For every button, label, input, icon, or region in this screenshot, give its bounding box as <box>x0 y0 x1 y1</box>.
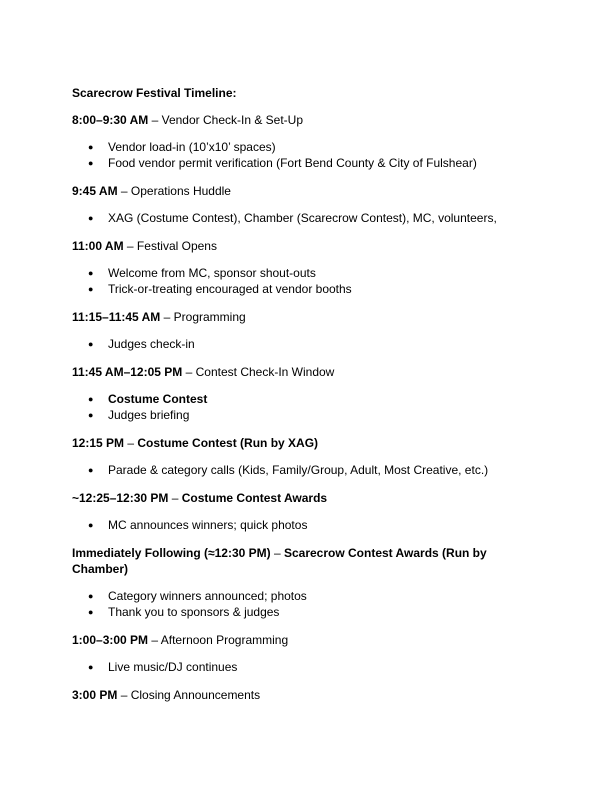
timeline-heading <box>72 490 542 506</box>
list-item: ● Parade & category calls (Kids, Family/Group, Adult, Most Creative, etc.) <box>72 462 542 478</box>
list-item: ● XAG (Costume Contest), Chamber (Scarecrow Contest), MC, volunteers, <box>72 210 542 226</box>
heading-text: – Festival Opens <box>123 239 217 253</box>
timeline-heading <box>72 364 542 380</box>
heading-text: – Afternoon Programming <box>148 633 289 647</box>
bullet-list <box>72 139 542 171</box>
bullet-list <box>72 659 542 675</box>
timeline-heading <box>72 183 542 199</box>
list-item: ● Live music/DJ continues <box>72 659 542 675</box>
heading-text: – Vendor Check-In & Set-Up <box>148 113 304 127</box>
document-title: Scarecrow Festival Timeline: <box>72 86 237 100</box>
heading-bold-text: 11:00 AM <box>72 239 124 253</box>
bullet-list <box>72 462 542 478</box>
heading-bold-text: 11:15–11:45 AM <box>72 310 161 324</box>
list-item: ● Judges briefing <box>72 407 542 423</box>
document-body <box>72 85 542 714</box>
heading-text: – <box>168 491 182 505</box>
bullet-list <box>72 588 542 620</box>
timeline-heading <box>72 238 542 254</box>
list-item: ● Welcome from MC, sponsor shout-outs <box>72 265 542 281</box>
heading-bold-text: Immediately Following (≈12:30 PM) <box>72 546 271 560</box>
list-item: ● Trick-or-treating encouraged at vendor booths <box>72 281 542 297</box>
bullet-list <box>72 517 542 533</box>
list-item: ● Thank you to sponsors & judges <box>72 604 542 620</box>
heading-text: – <box>270 546 284 560</box>
heading-bold-text: 1:00–3:00 PM <box>72 633 149 647</box>
heading-text: – Contest Check-In Window <box>182 365 335 379</box>
list-item: ● MC announces winners; quick photos <box>72 517 542 533</box>
timeline-heading <box>72 687 542 703</box>
list-item: ● Category winners announced; photos <box>72 588 542 604</box>
list-item: ● Judges check-in <box>72 336 542 352</box>
heading-text: – <box>124 436 138 450</box>
heading-bold-text: 9:45 AM <box>72 184 118 198</box>
heading-text: – Programming <box>160 310 246 324</box>
bullet-list <box>72 391 542 423</box>
heading-bold-text: 3:00 PM <box>72 688 118 702</box>
timeline-heading <box>72 545 542 577</box>
heading-text: – Closing Announcements <box>117 688 261 702</box>
heading-text: – Operations Huddle <box>117 184 231 198</box>
heading-bold-text: Scarecrow Contest Awards (Run by Chamber) <box>72 546 487 576</box>
bullet-list <box>72 210 542 226</box>
bullet-list <box>72 336 542 352</box>
timeline-heading <box>72 632 542 648</box>
heading-bold-text: ~12:25–12:30 PM <box>72 491 169 505</box>
timeline-sections <box>72 112 542 703</box>
timeline-heading <box>72 309 542 325</box>
list-item: ● Vendor load-in (10’x10’ spaces) <box>72 139 542 155</box>
bullet-list <box>72 265 542 297</box>
list-item: ● Food vendor permit verification (Fort Bend County & City of Fulshear) <box>72 155 542 171</box>
list-item: ● Costume Contest <box>72 391 542 407</box>
heading-bold-text: 12:15 PM <box>72 436 125 450</box>
heading-bold-text: 8:00–9:30 AM <box>72 113 149 127</box>
timeline-heading <box>72 112 542 128</box>
heading-bold-text: Costume Contest Awards <box>181 491 328 505</box>
heading-bold-text: 11:45 AM–12:05 PM <box>72 365 183 379</box>
heading-bold-text: Costume Contest (Run by XAG) <box>137 436 319 450</box>
timeline-heading <box>72 435 542 451</box>
